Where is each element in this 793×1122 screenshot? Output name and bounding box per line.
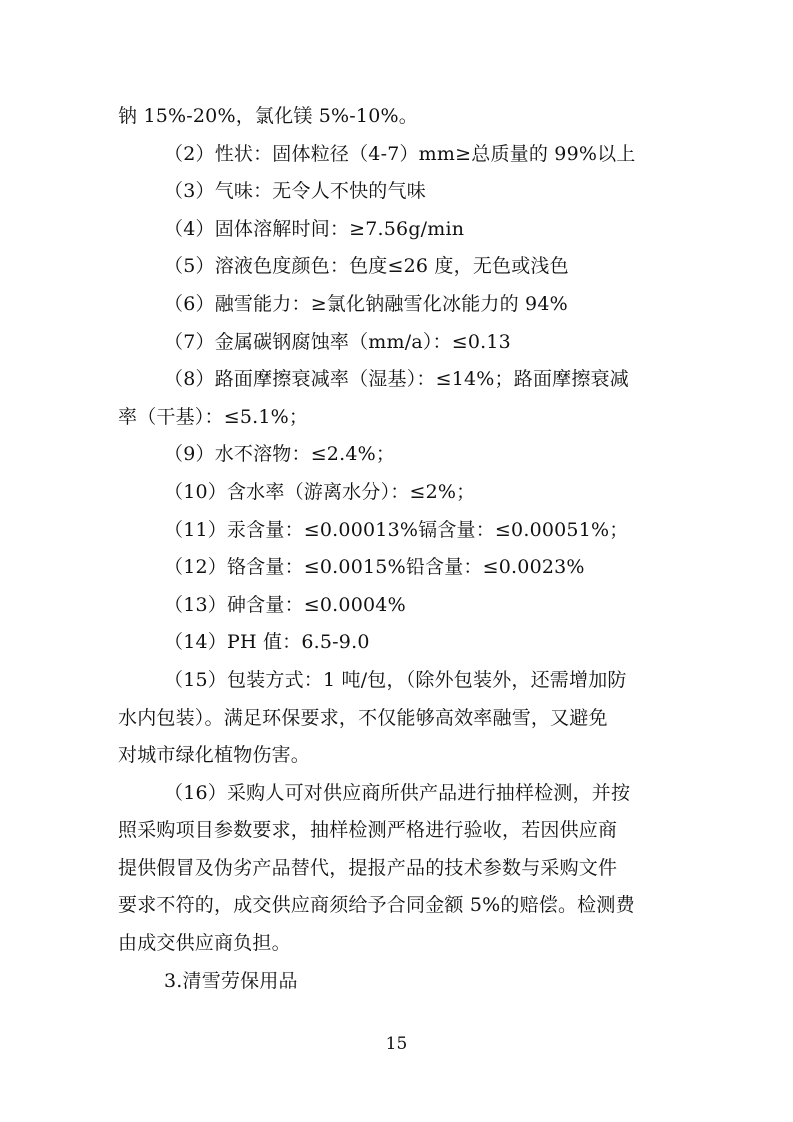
- spec-item-16-continuation: 要求不符的，成交供应商须给予合同金额 5%的赔偿。检测费: [118, 894, 635, 917]
- spec-item-7: （7）金属碳钢腐蚀率（mm/a）：≤0.13: [164, 330, 511, 353]
- spec-item-6: （6）融雪能力：≥氯化钠融雪化冰能力的 94%: [164, 292, 568, 315]
- spec-item-10: （10）含水率（游离水分）：≤2%；: [164, 480, 476, 503]
- spec-item-8-continuation: 率（干基）：≤5.1%；: [118, 405, 309, 428]
- spec-item-15-continuation: 水内包装）。满足环保要求，不仅能够高效率融雪，又避免: [118, 706, 608, 729]
- spec-item-8: （8）路面摩擦衰减率（湿基）：≤14%；路面摩擦衰减: [164, 368, 629, 391]
- spec-item-14: （14）PH 值：6.5-9.0: [164, 631, 370, 654]
- spec-item-15: （15）包装方式：1 吨/包，（除外包装外，还需增加防: [164, 668, 627, 691]
- spec-item-9: （9）水不溶物：≤2.4%；: [164, 443, 396, 466]
- spec-item-4: （4）固体溶解时间：≥7.56g/min: [164, 217, 465, 240]
- spec-item-15-continuation: 对城市绿化植物伤害。: [118, 744, 311, 767]
- spec-item-16-continuation: 提供假冒及伪劣产品替代，提报产品的技术参数与采购文件: [118, 856, 618, 879]
- spec-item-16: （16）采购人可对供应商所供产品进行抽样检测，并按: [164, 781, 631, 804]
- spec-item-3: （3）气味：无令人不快的气味: [164, 180, 426, 203]
- spec-item-16-continuation: 由成交供应商负担。: [118, 932, 291, 955]
- spec-item-13: （13）砷含量：≤0.0004%: [164, 593, 406, 616]
- spec-item-16-continuation: 照采购项目参数要求，抽样检测严格进行验收，若因供应商: [118, 819, 618, 842]
- spec-item-12: （12）铬含量：≤0.0015%铅含量：≤0.0023%: [164, 556, 585, 579]
- spec-item-11: （11）汞含量：≤0.00013%镉含量：≤0.00051%；: [164, 518, 629, 541]
- text-line-continuation: 钠 15%-20%，氯化镁 5%-10%。: [118, 105, 418, 127]
- document-body: [118, 98, 688, 1000]
- section-heading: 3.清雪劳保用品: [164, 969, 298, 992]
- spec-item-5: （5）溶液色度颜色：色度≤26 度，无色或浅色: [164, 255, 569, 278]
- page-number: 15: [385, 1034, 408, 1054]
- spec-item-2: （2）性状：固体粒径（4-7）mm≥总质量的 99%以上: [164, 142, 636, 165]
